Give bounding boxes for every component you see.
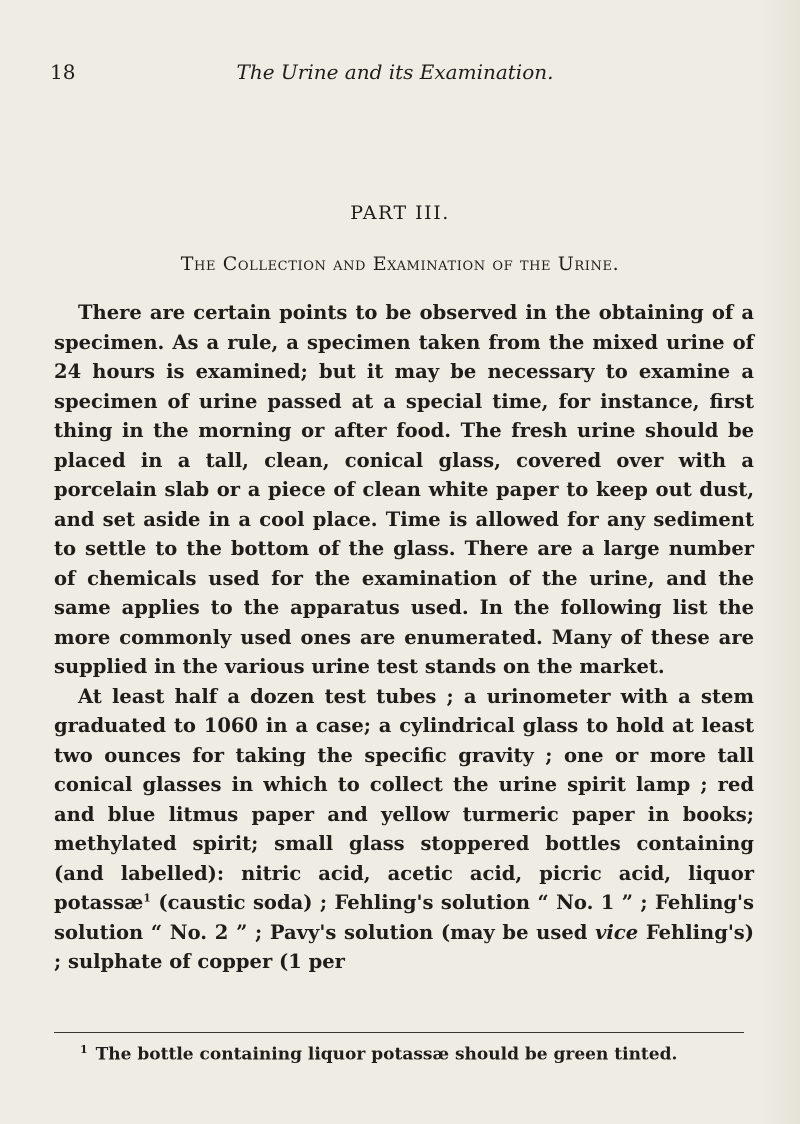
paragraph-1: There are certain points to be observed in the obtaining of a specimen. As a rule, a specimen taken from the mixed urine of 24 hours is examined; but it may be necessary to examine a specimen of urine passed at a special time, for instance, first thing in the morning or after food. The fresh urine should be placed in a tall, clean, conical glass, covered over with a porcelain slab or a piece of clean white paper to keep out dust, and set aside in a cool place. Time is allowed for any sediment to settle to the bottom of the glass. There are a large number of chemicals used for the examination of the urine, and the same applies to the apparatus used. In the following list the more commonly used ones are enumerated. Many of these are supplied in the various urine test stands on the market. <box>54 301 754 678</box>
footnote-text: The bottle containing liquor potassæ should be green tinted. <box>95 1044 678 1065</box>
chapter-title <box>40 253 760 275</box>
footnote <box>80 1039 740 1066</box>
part-heading: PART III. <box>350 202 450 224</box>
footnote-mark: 1 <box>80 1043 88 1056</box>
paragraph-2-part-b: (caustic soda) ; Fehling's solution “ No. 1 ” ; Fehling's solution “ No. 2 ” ; Pavy's solution (may be used <box>54 891 754 944</box>
footnote-divider <box>54 1032 744 1033</box>
page-header <box>50 60 740 100</box>
paragraph-2 <box>54 682 754 977</box>
footnote-reference[interactable]: 1 <box>143 891 151 905</box>
paragraph-2-italic-vice: vice <box>595 920 639 944</box>
paragraph-2-part-c: Fehling's) ; sulphate of copper (1 per <box>54 920 755 973</box>
running-title: The Urine and its Examination. <box>236 60 554 84</box>
paragraph-2-part-a: At least half a dozen test tubes ; a urinometer with a stem graduated to 1060 in a case; a cylindrical glass to hold at least two ounces for taking the specific gravity ; one or more tall conical glasses in which to collect the urine spirit lamp ; red and blue litmus paper and yellow turmeric paper in books; methylated spirit; small glass stoppered bottles containing (and labelled): nitric acid, acetic acid, picric acid, liquor potassæ <box>54 684 754 914</box>
body-text <box>54 298 754 977</box>
page-edge-shadow <box>760 0 800 1124</box>
page-number: 18 <box>50 60 76 84</box>
chapter-title-text: The Collection and Examination of the Urine. <box>180 253 620 275</box>
